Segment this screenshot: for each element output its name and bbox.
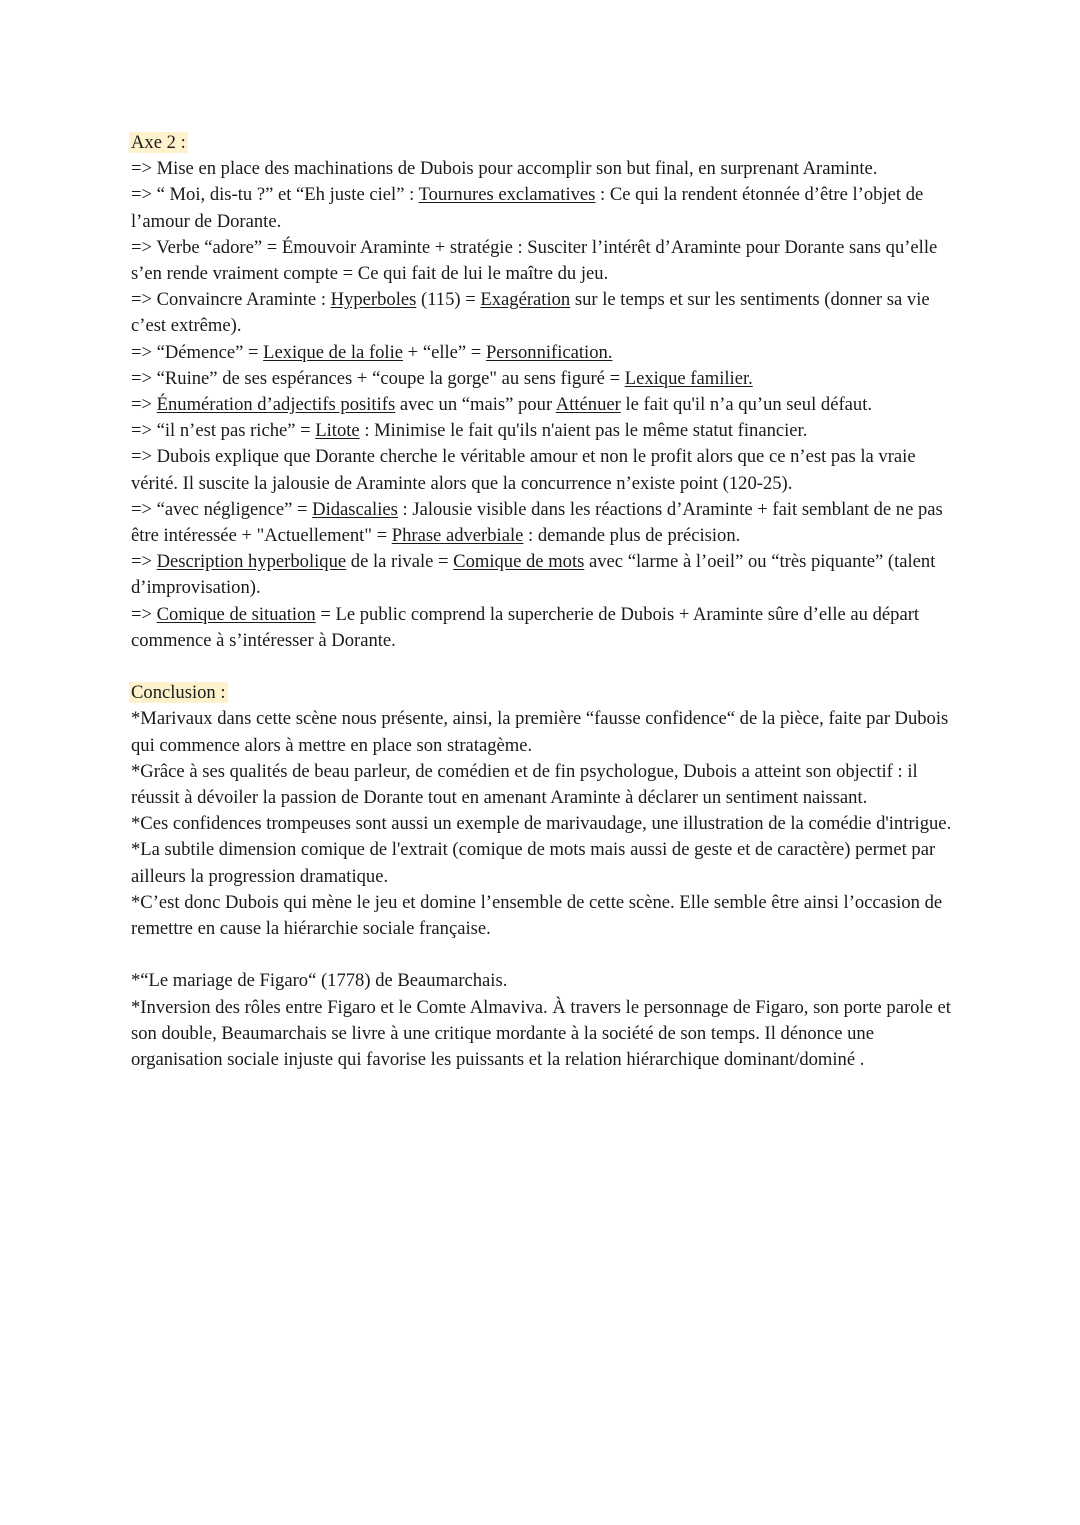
document-content: [131, 130, 961, 1073]
text-segment: : demande plus de précision.: [523, 525, 741, 547]
text-segment: => “il n’est pas riche” =: [131, 420, 316, 442]
text-segment: => “Ruine” de ses espérances + “coupe la gorge" au sens figuré =: [131, 367, 625, 389]
text-segment: => Mise en place des machinations de Dubois pour accomplir son but final, en surprenant Araminte.: [131, 158, 878, 180]
axe2-item: [131, 392, 961, 418]
underlined-term: Phrase adverbiale: [391, 525, 524, 547]
underlined-term: Litote: [315, 420, 360, 442]
conclusion-item: *Marivaux dans cette scène nous présente, ainsi, la première “fausse confidence“ de la pièce, faite par Dubois qui commence alors à mettre en place son stratagème.: [131, 708, 949, 756]
text-segment: : Jalousie visible dans les réactions d’Araminte + fait semblant de ne pas être intéressée + "Actuellement" =: [131, 498, 943, 547]
conclusion-item: *Grâce à ses qualités de beau parleur, de comédien et de fin psychologue, Dubois a atteint son objectif : il réussit à dévoiler la passion de Dorante tout en amenant Araminte à déclarer un sentiment naissant.: [131, 760, 918, 809]
text-segment: : Ce qui la rendent étonnée d’être l’objet de l’amour de Dorante.: [131, 184, 924, 232]
axe2-item: [131, 156, 961, 182]
axe2-item: [131, 418, 961, 444]
axe2-item: [131, 549, 961, 601]
underlined-term: Atténuer: [555, 394, 621, 416]
conclusion-item: *La subtile dimension comique de l'extrait (comique de mots mais aussi de geste et de caractère) permet par ailleurs la progression dramatique.: [131, 839, 936, 887]
text-segment: =>: [131, 394, 157, 416]
axe2-item: [131, 497, 961, 549]
text-segment: sur le temps et sur les sentiments (donner sa vie c’est extrême).: [131, 289, 930, 337]
text-segment: => Dubois explique que Dorante cherche le véritable amour et non le profit alors que ce n’est pas la vraie vérité. Il suscite la jalousie de Araminte alors que la concurrence n’existe point (120-25).: [131, 446, 916, 494]
underlined-term: Didascalies: [312, 498, 398, 520]
ouverture-item: *“Le mariage de Figaro“ (1778) de Beaumarchais.: [131, 970, 508, 992]
underlined-term: Hyperboles: [330, 289, 417, 311]
conclusion-item: *Ces confidences trompeuses sont aussi un exemple de marivaudage, une illustration de la comédie d'intrigue.: [131, 813, 952, 835]
text-segment: = Le public comprend la supercherie de Dubois + Araminte sûre d’elle au départ commence à s’intéresser à Dorante.: [131, 603, 920, 651]
axe2-item: [131, 444, 961, 496]
text-segment: de la rivale =: [346, 551, 454, 573]
ouverture-item: *Inversion des rôles entre Figaro et le Comte Almaviva. À travers le personnage de Figaro, son porte parole et son double, Beaumarchais se livre à une critique mordante à la société de son temps. Il dénonce une organisation sociale injuste qui favorise les puissants et la relation hiérarchique dominant/dominé .: [131, 996, 951, 1071]
underlined-term: Exagération: [480, 289, 571, 311]
text-segment: => Verbe “adore” = Émouvoir Araminte + stratégie : Susciter l’intérêt d’Araminte pour Dorante sans qu’elle s’en rende vraiment compte = Ce qui fait de lui le maître du jeu.: [131, 236, 938, 285]
axe2-item: [131, 366, 961, 392]
text-segment: => “ Moi, dis-tu ?” et “Eh juste ciel” :: [131, 184, 419, 206]
conclusion-item: *C’est donc Dubois qui mène le jeu et domine l’ensemble de cette scène. Elle semble être ainsi l’occasion de remettre en cause la hiérarchie sociale française.: [131, 891, 943, 940]
underlined-term: Comique de situation: [156, 603, 316, 625]
text-segment: + “elle” =: [403, 341, 486, 363]
text-segment: =>: [131, 551, 157, 573]
spacer: [131, 654, 961, 680]
underlined-term: Description hyperbolique: [156, 551, 347, 573]
axe2-item: [131, 287, 961, 339]
section-heading-conclusion: Conclusion :: [131, 682, 226, 704]
underlined-term: Personnification.: [485, 341, 613, 363]
axe2-item: [131, 235, 961, 287]
underlined-term: Tournures exclamatives: [418, 184, 596, 206]
axe2-item: [131, 182, 961, 234]
spacer: [131, 942, 961, 968]
text-segment: => “avec négligence” =: [131, 498, 313, 520]
text-segment: le fait qu'il n’a qu’un seul défaut.: [620, 394, 873, 416]
axe2-item: [131, 340, 961, 366]
underlined-term: Lexique de la folie: [263, 341, 404, 363]
text-segment: =>: [131, 603, 157, 625]
axe2-item: [131, 602, 961, 654]
text-segment: avec “larme à l’oeil” ou “très piquante” (talent d’improvisation).: [131, 551, 936, 599]
section-heading-axe2: Axe 2 :: [131, 132, 186, 153]
text-segment: => “Démence” =: [131, 341, 264, 363]
text-segment: : Minimise le fait qu'ils n'aient pas le même statut financier.: [359, 420, 808, 442]
text-segment: (115) =: [416, 289, 481, 311]
text-segment: avec un “mais” pour: [395, 394, 556, 416]
underlined-term: Lexique familier.: [624, 367, 753, 389]
text-segment: => Convaincre Araminte :: [131, 289, 331, 311]
axe2-list: [131, 156, 961, 654]
underlined-term: Énumération d’adjectifs positifs: [156, 394, 396, 416]
underlined-term: Comique de mots: [453, 551, 585, 573]
